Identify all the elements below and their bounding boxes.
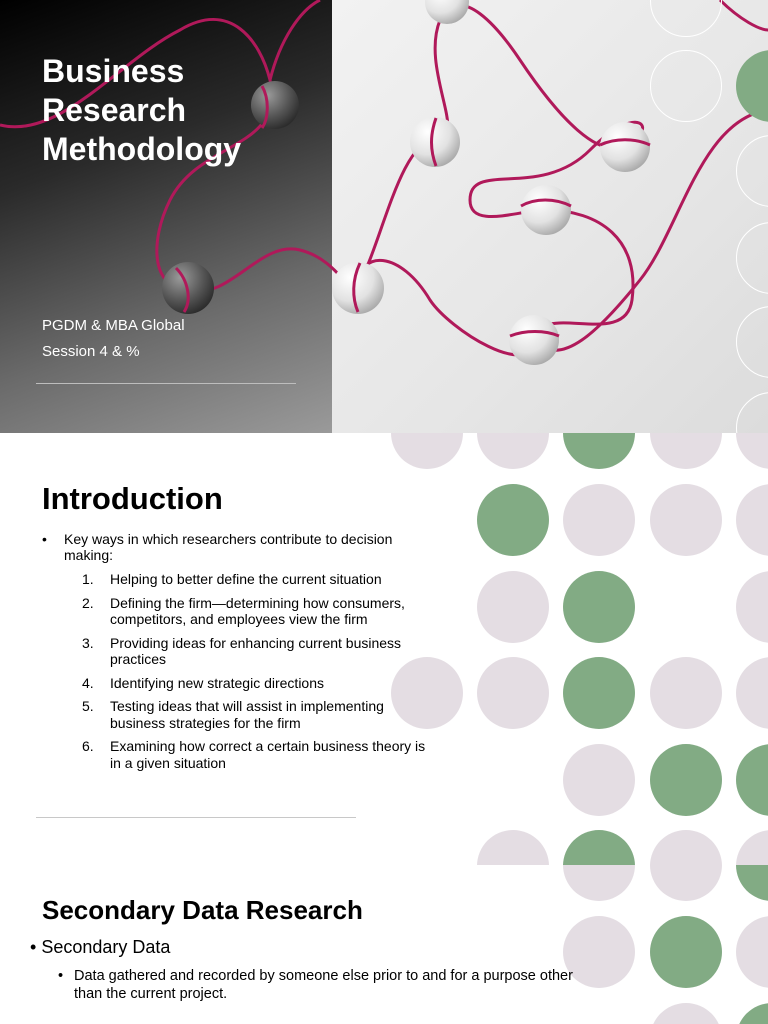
pink-dot <box>736 916 768 988</box>
bullet-text: Key ways in which researchers contribute to decision making: <box>64 531 393 563</box>
divider-line <box>36 383 296 384</box>
list-item <box>62 675 432 692</box>
sub-bullet-item <box>58 967 598 1003</box>
pink-dot <box>736 571 768 643</box>
green-dot <box>650 916 722 988</box>
pink-dot <box>736 433 768 469</box>
list-text: Identifying new strategic directions <box>110 674 324 691</box>
title-slide <box>0 0 768 433</box>
list-number: 5. <box>82 698 94 714</box>
title-line: Methodology <box>42 131 242 167</box>
green-dot <box>736 744 768 816</box>
list-text: Helping to better define the current situation <box>110 571 382 587</box>
green-dot <box>477 484 549 556</box>
pink-dot <box>650 433 722 469</box>
list-item <box>62 635 432 668</box>
list-text: Defining the firm—determining how consumers, competitors, and employees view the firm <box>110 594 405 627</box>
pink-dot <box>736 830 768 865</box>
pink-dot <box>650 865 722 901</box>
list-number: 6. <box>82 738 94 754</box>
bullet-glyph: • <box>42 531 47 547</box>
pink-dot <box>391 433 463 469</box>
pink-dot <box>563 484 635 556</box>
numbered-list <box>62 571 432 778</box>
list-number: 2. <box>82 594 94 611</box>
green-dot <box>563 830 635 865</box>
slide-title: Secondary Data Research <box>42 895 363 925</box>
pink-dot <box>736 484 768 556</box>
presentation-title <box>42 52 322 169</box>
pink-dot <box>563 865 635 901</box>
green-dot <box>563 571 635 643</box>
list-text: Testing ideas that will assist in implementing business strategies for the firm <box>110 698 384 731</box>
green-dot <box>563 433 635 469</box>
bullet-glyph: • <box>58 968 64 984</box>
green-dot <box>736 865 768 901</box>
green-dot <box>563 657 635 729</box>
list-number: 4. <box>82 674 94 691</box>
introduction-slide <box>0 433 768 865</box>
pink-dot <box>477 657 549 729</box>
list-text: Examining how correct a certain business theory is in a given situation <box>110 738 426 771</box>
bullet-text: Secondary Data <box>41 937 171 957</box>
pink-dot <box>650 1003 722 1024</box>
outline-dot <box>650 50 722 122</box>
pink-dot <box>650 830 722 865</box>
green-dot <box>650 744 722 816</box>
bullet-glyph: • <box>30 937 37 957</box>
list-item <box>62 738 432 771</box>
title-line: Business <box>42 53 185 89</box>
list-item <box>62 595 432 628</box>
sub-bullet-text: Data gathered and recorded by someone else prior to and for a purpose other than the current project. <box>74 968 573 1002</box>
list-item <box>62 571 432 588</box>
list-number: 1. <box>82 571 94 587</box>
list-number: 3. <box>82 634 94 651</box>
secondary-data-slide <box>0 865 768 1024</box>
session-subtitle: Session 4 & % <box>42 343 140 360</box>
divider-line <box>36 817 356 818</box>
pink-dot <box>477 830 549 865</box>
bullet-item <box>42 531 442 563</box>
list-text: Providing ideas for enhancing current business practices <box>110 634 402 667</box>
program-subtitle: PGDM & MBA Global <box>42 317 185 334</box>
list-item <box>62 698 432 731</box>
pink-dot <box>477 433 549 469</box>
pink-dot <box>736 657 768 729</box>
bullet-item <box>30 937 170 958</box>
pink-dot <box>477 571 549 643</box>
green-dot <box>736 1003 768 1024</box>
title-line: Research <box>42 92 187 128</box>
pink-dot <box>650 484 722 556</box>
pink-dot <box>563 744 635 816</box>
pink-dot <box>650 657 722 729</box>
slide-title: Introduction <box>42 481 223 516</box>
